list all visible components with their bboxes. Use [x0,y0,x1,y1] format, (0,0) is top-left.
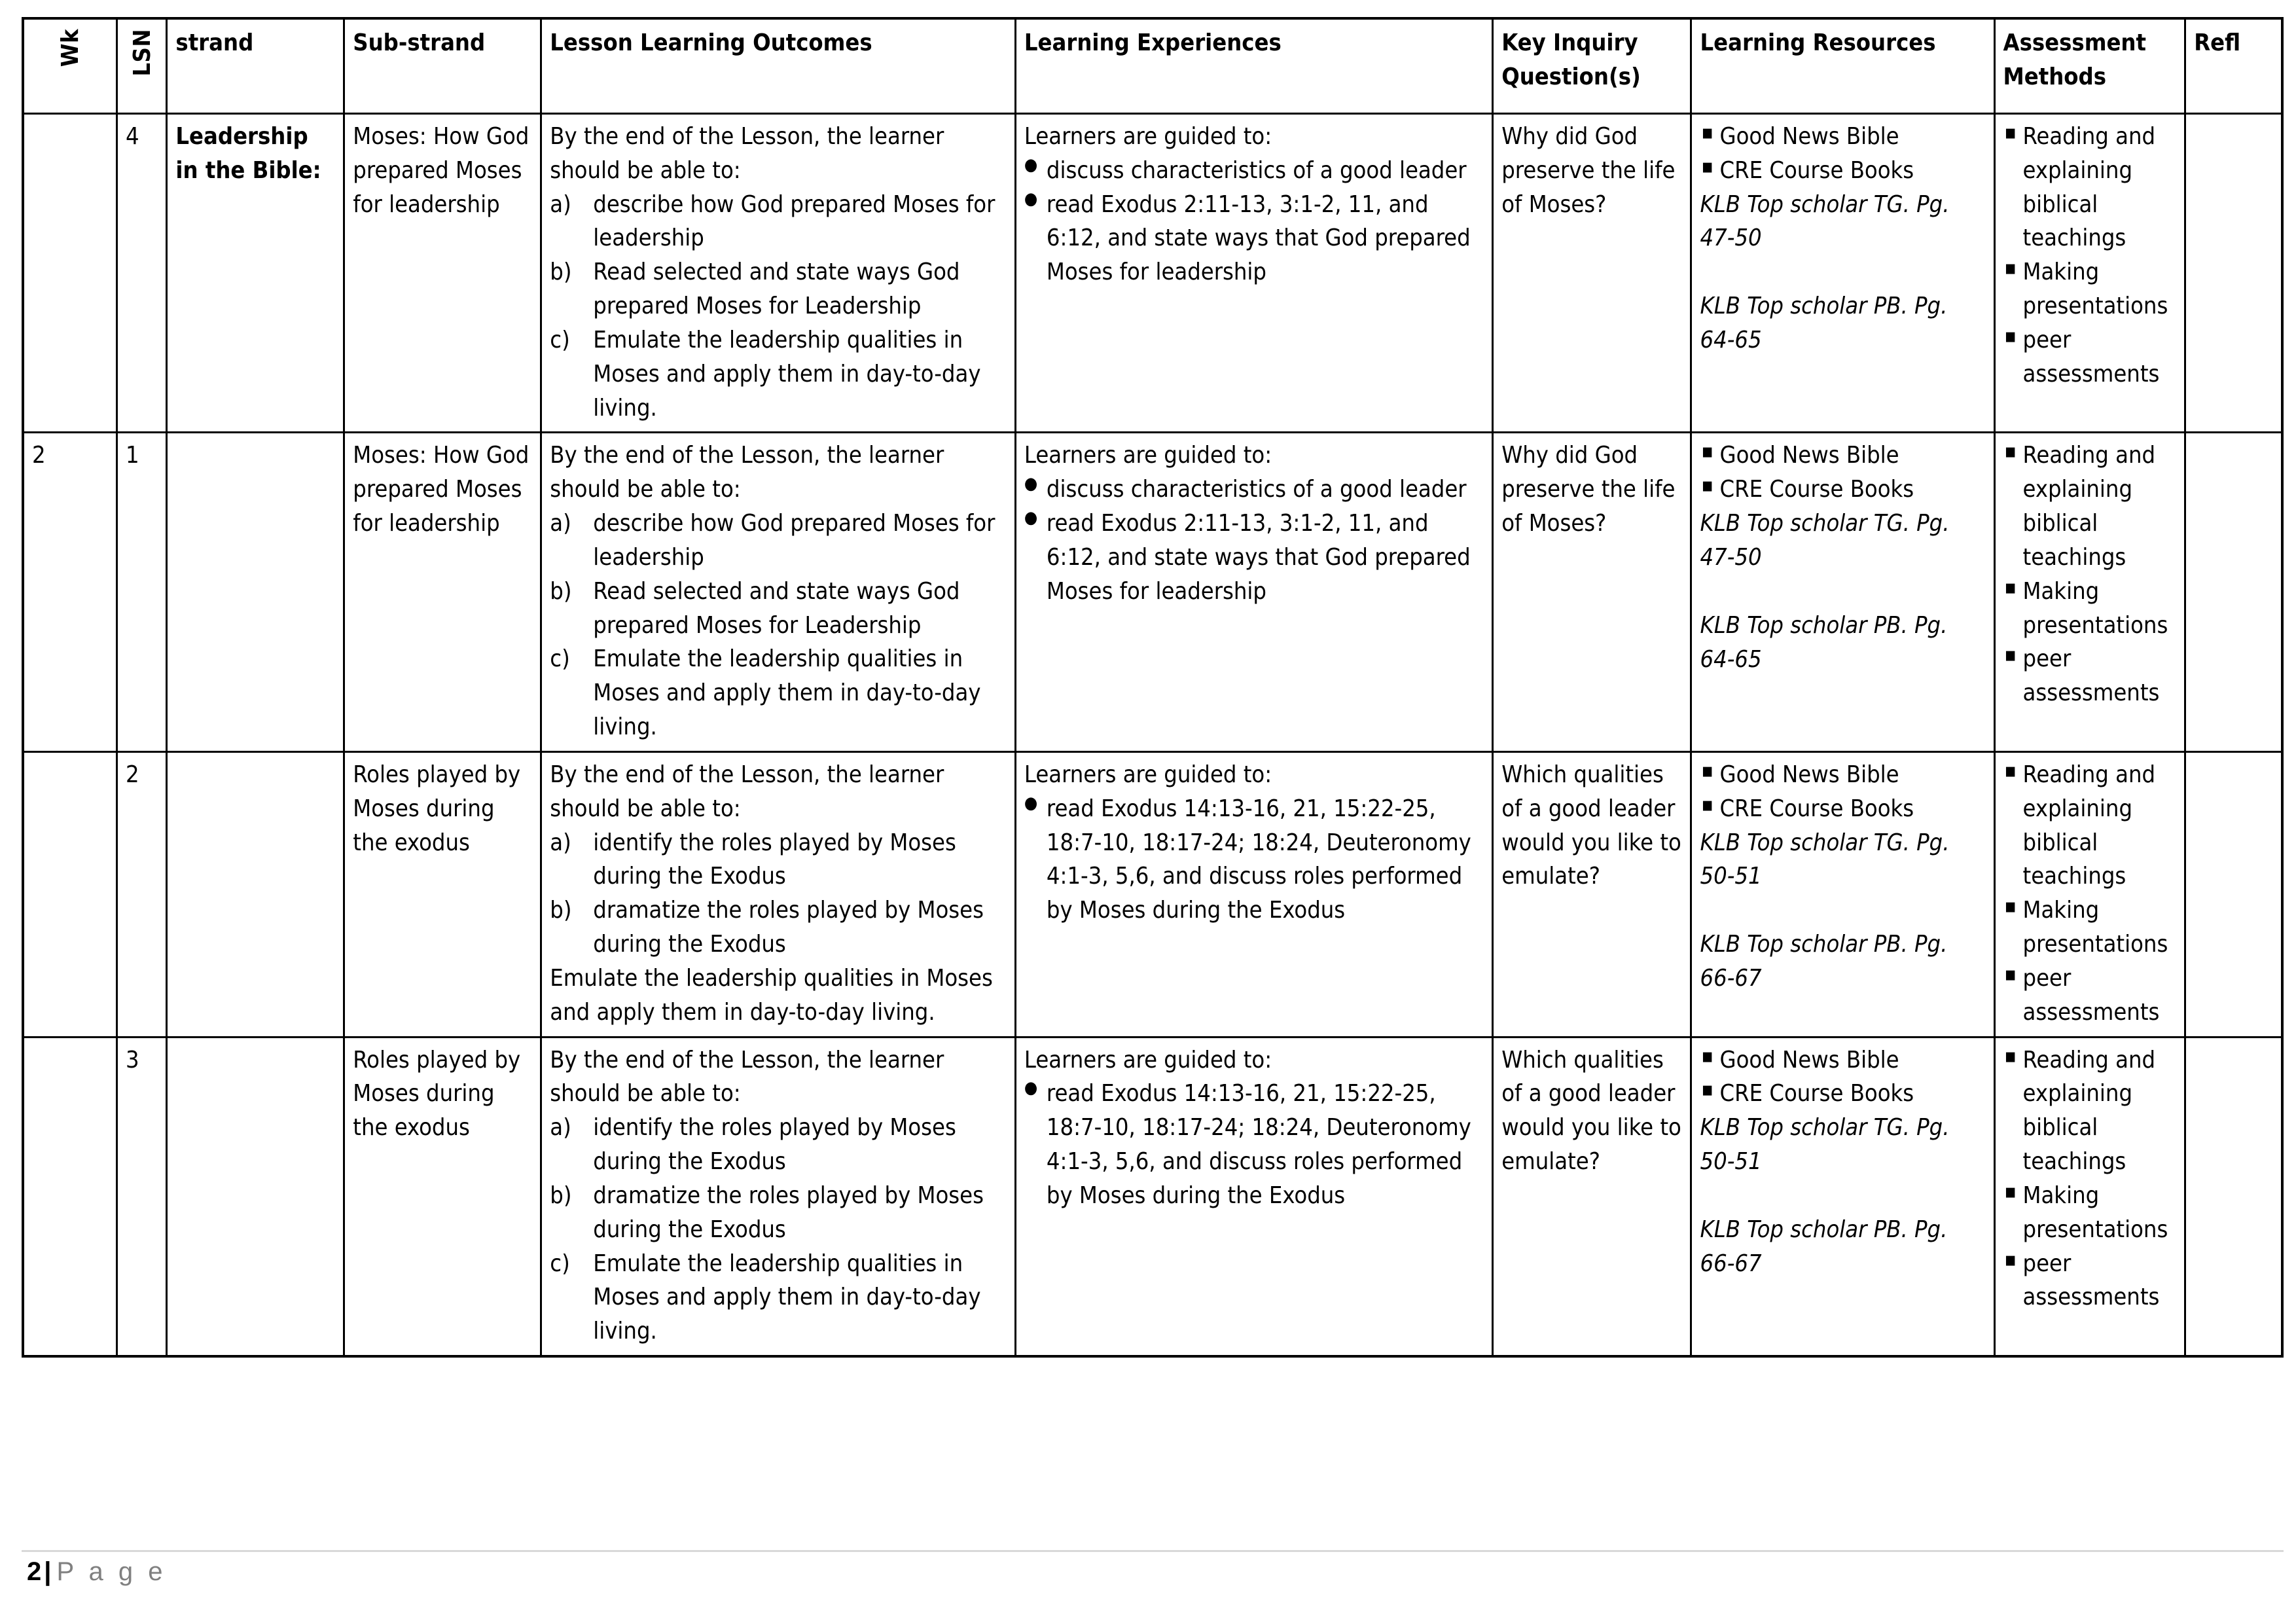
cell-strand [167,114,344,433]
llo-item-text: describe how God prepared Moses for leadership [593,190,996,252]
column-header-lesson-learning-outcomes: Lesson Learning Outcomes [541,18,1016,114]
cell-lesson-number: 4 [117,114,167,433]
strand-text: Leadership in the Bible: [175,123,321,184]
cell-strand [167,433,344,751]
cell-week [23,114,117,433]
column-header-sub-strand: Sub-strand [344,18,541,114]
cell-sub-strand: Roles played by Moses during the exodus [344,1037,541,1356]
column-header-lsn [117,18,167,114]
llo-list-item [550,642,1008,744]
column-header-wk-label: Wk [57,29,84,67]
llo-item-label: b) [550,259,572,286]
cell-assessment-methods [1994,751,2185,1037]
llo-item-label: b) [550,577,572,605]
llo-item-text: Emulate the leadership qualities in Moses and apply them in day-to-day living. [593,326,981,422]
llo-list-item [550,255,1008,323]
assessment-list-item: ▪ Reading and explaining biblical teachings [2003,439,2178,574]
assessment-list [2003,758,2178,1030]
llo-list-item [550,1247,1008,1348]
lex-intro: Learners are guided to: [1024,442,1272,469]
resources-bullet-list [1700,758,1986,826]
assessment-list-item: ▪ Making presentations [2003,1179,2178,1247]
cell-sub-strand: Moses: How God prepared Moses for leadership [344,114,541,433]
assessment-list-item: ▪ Making presentations [2003,255,2178,323]
resources-reference: KLB Top scholar TG. Pg. 50-51 [1700,1114,1950,1176]
cell-key-inquiry-question: Why did God preserve the life of Moses? [1493,433,1691,751]
lex-list [1024,473,1485,608]
cell-key-inquiry-question: Which qualities of a good leader would you like to emulate? [1493,1037,1691,1356]
cell-learning-experiences [1015,1037,1492,1356]
llo-intro: By the end of the Lesson, the learner should be able to: [550,1046,944,1108]
cell-sub-strand: Moses: How God prepared Moses for leadership [344,433,541,751]
llo-item-label: a) [550,829,571,856]
llo-item-label: b) [550,897,572,924]
llo-item-text: identify the roles played by Moses during the Exodus [593,1114,956,1176]
cell-sub-strand: Roles played by Moses during the exodus [344,751,541,1037]
assessment-list-item: ▪ Making presentations [2003,575,2178,643]
table-row [23,114,2282,433]
scheme-of-work-table-wrapper [22,17,2284,1358]
resources-reference: KLB Top scholar TG. Pg. 47-50 [1700,510,1950,571]
llo-item-label: b) [550,1182,572,1209]
cell-assessment-methods [1994,114,2185,433]
cell-lesson-number: 2 [117,751,167,1037]
column-header-learning-resources: Learning Resources [1691,18,1994,114]
cell-key-inquiry-question: Which qualities of a good leader would you like to emulate? [1493,751,1691,1037]
assessment-list-item: ▪ peer assessments [2003,642,2178,710]
cell-week [23,751,117,1037]
footer-separator: | [44,1557,52,1586]
cell-lesson-learning-outcomes [541,114,1016,433]
lex-list [1024,1077,1485,1212]
table-row [23,751,2282,1037]
cell-reflection [2185,433,2282,751]
cell-lesson-learning-outcomes [541,1037,1016,1356]
column-header-lsn-label: LSN [128,29,156,77]
llo-list-item [550,575,1008,643]
cell-week [23,1037,117,1356]
llo-list-item [550,323,1008,425]
cell-lesson-learning-outcomes [541,751,1016,1037]
llo-item-text: describe how God prepared Moses for leadership [593,510,996,571]
column-header-strand: strand [167,18,344,114]
table-row [23,1037,2282,1356]
cell-strand [167,1037,344,1356]
resources-spacer [1700,575,1986,609]
llo-item-text: Emulate the leadership qualities in Moses and apply them in day-to-day living. [593,1250,981,1345]
llo-item-label: a) [550,1114,571,1142]
lex-list-item: ● discuss characteristics of a good leader [1024,473,1485,507]
assessment-list-item: ▪ peer assessments [2003,323,2178,391]
resources-reference: KLB Top scholar PB. Pg. 64-65 [1700,293,1948,354]
cell-reflection [2185,114,2282,433]
llo-intro: By the end of the Lesson, the learner should be able to: [550,761,944,822]
resources-bullet-list [1700,439,1986,507]
column-header-learning-experiences: Learning Experiences [1015,18,1492,114]
assessment-list-item: ▪ Reading and explaining biblical teachings [2003,120,2178,255]
resources-reference: KLB Top scholar PB. Pg. 64-65 [1700,611,1948,673]
table-body [23,114,2282,1356]
llo-item-label: a) [550,190,571,218]
lex-list-item: ● read Exodus 14:13-16, 21, 15:22-25, 18:7-10, 18:17-24; 18:24, Deuteronomy 4:1-3, 5,6, and discuss roles performed by Moses during the Exodus [1024,1077,1485,1212]
llo-tail-text: Emulate the leadership qualities in Moses and apply them in day-to-day living. [550,964,993,1026]
resources-spacer [1700,1179,1986,1213]
lex-list-item: ● read Exodus 2:11-13, 3:1-2, 11, and 6:12, and state ways that God prepared Moses for leadership [1024,507,1485,608]
footer-divider [22,1550,2284,1552]
footer-page-number: 2 [27,1557,42,1586]
resources-bullet-list [1700,1043,1986,1111]
resources-reference: KLB Top scholar TG. Pg. 50-51 [1700,829,1950,890]
resources-list-item: ▪ Good News Bible [1700,1043,1986,1077]
llo-intro: By the end of the Lesson, the learner should be able to: [550,123,944,184]
lex-list-item: ● discuss characteristics of a good leader [1024,154,1485,188]
lex-intro: Learners are guided to: [1024,123,1272,150]
lex-list-item: ● read Exodus 14:13-16, 21, 15:22-25, 18:7-10, 18:17-24; 18:24, Deuteronomy 4:1-3, 5,6, and discuss roles performed by Moses during the Exodus [1024,792,1485,928]
resources-list-item: ▪ CRE Course Books [1700,1077,1986,1111]
cell-lesson-number: 3 [117,1037,167,1356]
cell-reflection [2185,1037,2282,1356]
cell-week: 2 [23,433,117,751]
resources-bullet-list [1700,120,1986,188]
footer-page-indicator [22,1559,2284,1585]
cell-learning-resources [1691,114,1994,433]
resources-list-item: ▪ Good News Bible [1700,758,1986,792]
resources-reference: KLB Top scholar PB. Pg. 66-67 [1700,931,1948,992]
lex-intro: Learners are guided to: [1024,761,1272,788]
column-header-refl: Refl [2185,18,2282,114]
cell-key-inquiry-question: Why did God preserve the life of Moses? [1493,114,1691,433]
llo-item-label: c) [550,326,570,353]
cell-reflection [2185,751,2282,1037]
llo-item-label: a) [550,510,571,537]
lex-list-item: ● read Exodus 2:11-13, 3:1-2, 11, and 6:12, and state ways that God prepared Moses for leadership [1024,188,1485,289]
cell-learning-resources [1691,433,1994,751]
llo-list-item [550,1179,1008,1247]
llo-list-item [550,893,1008,962]
lex-list [1024,154,1485,289]
cell-learning-resources [1691,751,1994,1037]
page-footer [22,1550,2284,1585]
assessment-list-item: ▪ Making presentations [2003,893,2178,962]
llo-list-item [550,1111,1008,1179]
footer-page-label: P a g e [56,1557,167,1586]
cell-lesson-number: 1 [117,433,167,751]
llo-item-text: Read selected and state ways God prepared Moses for Leadership [593,259,960,320]
llo-intro: By the end of the Lesson, the learner should be able to: [550,442,944,503]
resources-spacer [1700,255,1986,289]
cell-assessment-methods [1994,1037,2185,1356]
llo-item-text: dramatize the roles played by Moses during the Exodus [593,897,984,958]
llo-item-text: dramatize the roles played by Moses during the Exodus [593,1182,984,1243]
llo-list-item [550,188,1008,256]
lex-list [1024,792,1485,928]
llo-list-item [550,826,1008,894]
llo-list [550,1111,1008,1348]
cell-assessment-methods [1994,433,2185,751]
resources-list-item: ▪ Good News Bible [1700,439,1986,473]
llo-list [550,507,1008,744]
llo-item-label: c) [550,645,570,673]
cell-learning-resources [1691,1037,1994,1356]
cell-strand [167,751,344,1037]
resources-spacer [1700,893,1986,928]
assessment-list [2003,120,2178,391]
table-header-row [23,18,2282,114]
llo-item-text: Emulate the leadership qualities in Moses and apply them in day-to-day living. [593,645,981,741]
llo-item-text: identify the roles played by Moses during the Exodus [593,829,956,890]
assessment-list-item: ▪ Reading and explaining biblical teachings [2003,1043,2178,1179]
column-header-assessment-methods: Assessment Methods [1994,18,2185,114]
resources-list-item: ▪ CRE Course Books [1700,473,1986,507]
assessment-list-item: ▪ peer assessments [2003,1247,2178,1315]
resources-list-item: ▪ CRE Course Books [1700,154,1986,188]
column-header-wk [23,18,117,114]
column-header-key-inquiry-questions: Key Inquiry Question(s) [1493,18,1691,114]
assessment-list [2003,439,2178,710]
cell-learning-experiences [1015,433,1492,751]
cell-learning-experiences [1015,751,1492,1037]
lex-intro: Learners are guided to: [1024,1046,1272,1074]
assessment-list [2003,1043,2178,1315]
cell-learning-experiences [1015,114,1492,433]
resources-list-item: ▪ CRE Course Books [1700,792,1986,826]
cell-lesson-learning-outcomes [541,433,1016,751]
table-row [23,433,2282,751]
resources-reference: KLB Top scholar PB. Pg. 66-67 [1700,1216,1948,1277]
llo-item-text: Read selected and state ways God prepared Moses for Leadership [593,577,960,639]
llo-item-label: c) [550,1250,570,1277]
llo-list-item [550,507,1008,575]
assessment-list-item: ▪ peer assessments [2003,962,2178,1030]
resources-reference: KLB Top scholar TG. Pg. 47-50 [1700,190,1950,252]
resources-list-item: ▪ Good News Bible [1700,120,1986,154]
assessment-list-item: ▪ Reading and explaining biblical teachings [2003,758,2178,893]
llo-list [550,188,1008,425]
scheme-of-work-table [22,17,2284,1358]
llo-list [550,826,1008,962]
